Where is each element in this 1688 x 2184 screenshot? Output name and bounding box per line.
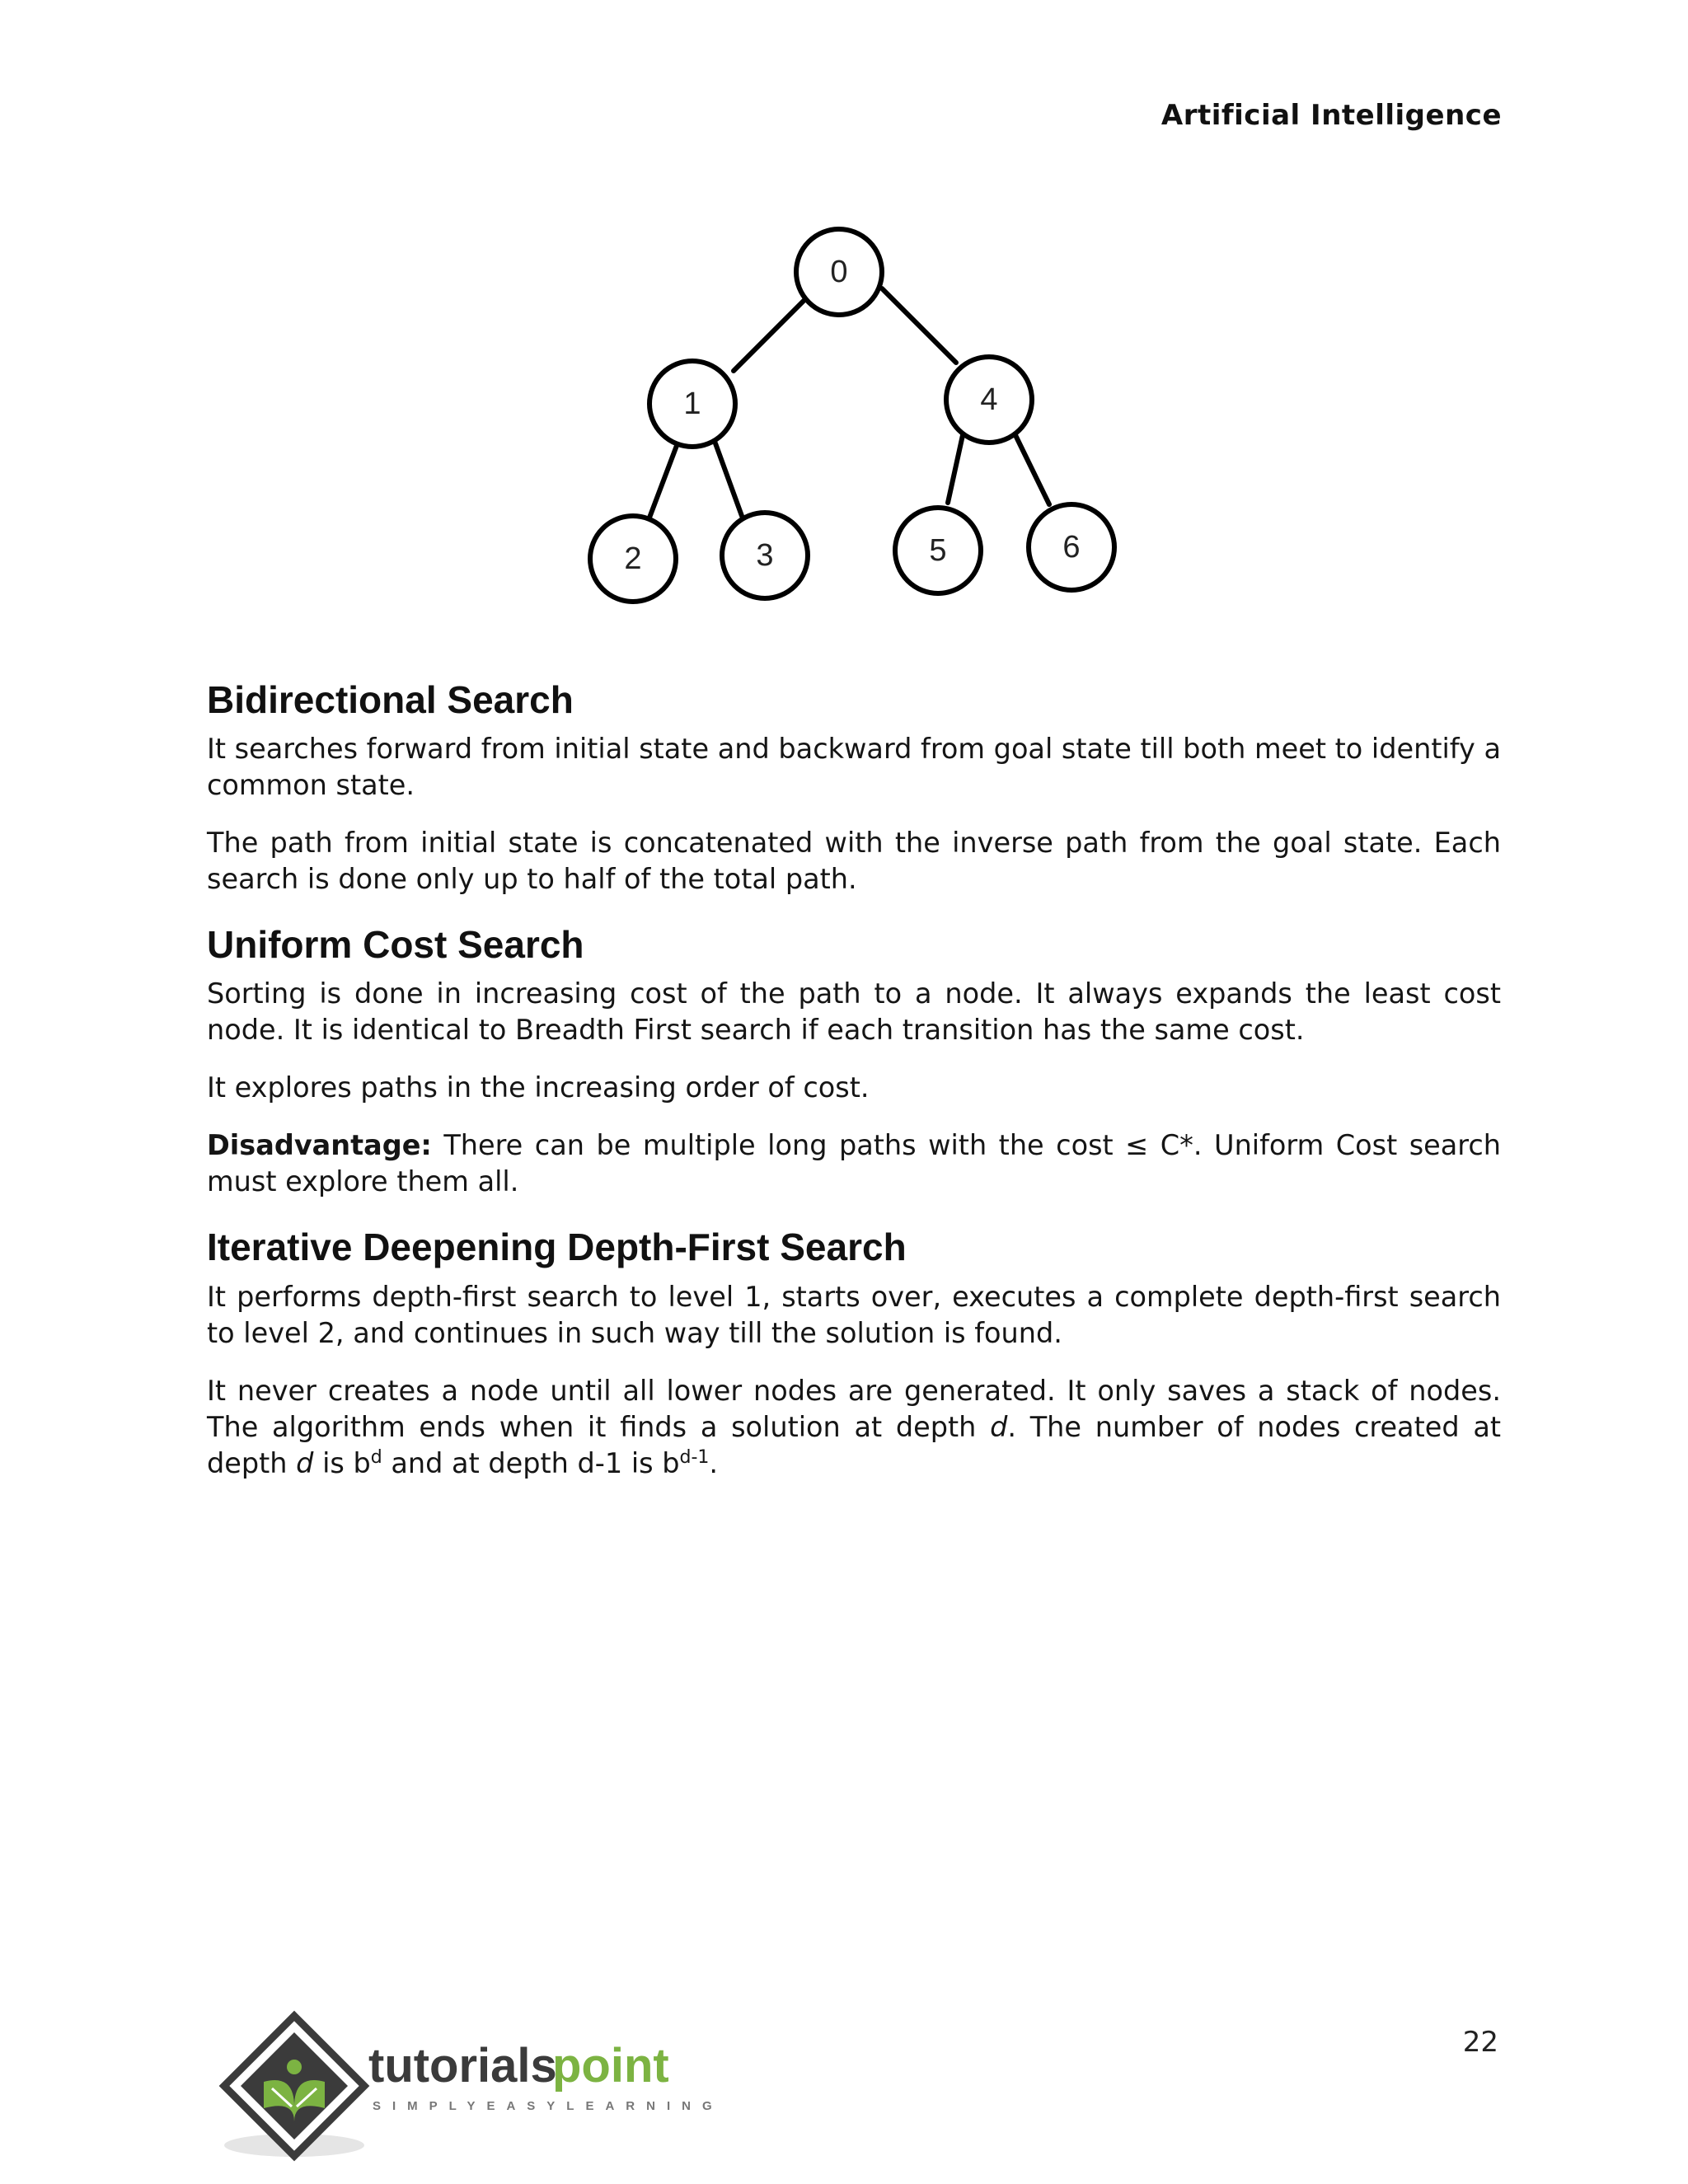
tutorialspoint-logo xyxy=(216,2009,743,2166)
running-header: Artificial Intelligence xyxy=(1160,99,1502,132)
paragraph: It searches forward from initial state and backward from goal state till both meet to identify a common state. xyxy=(207,733,1501,802)
text-run: . xyxy=(709,1446,719,1479)
edge-0-4 xyxy=(882,288,956,363)
text-run: . The number of nodes created at depth xyxy=(207,1410,1501,1479)
disadvantage-text: There can be multiple long paths with the cost ≤ C*. Uniform Cost search must explore them all. xyxy=(207,1129,1501,1198)
superscript: d-1 xyxy=(679,1446,710,1468)
edge-4-6 xyxy=(1015,435,1049,504)
tree-node-label: 5 xyxy=(929,533,947,568)
text-run: is b xyxy=(313,1446,371,1479)
edge-1-3 xyxy=(715,443,742,516)
logo-wordmark-point: point xyxy=(552,2039,669,2093)
section-heading: Iterative Deepening Depth-First Search xyxy=(207,1226,907,1269)
tree-node-1 xyxy=(649,361,735,447)
tree-node-label: 3 xyxy=(756,538,774,573)
paragraph-depth xyxy=(207,1373,1501,1482)
logo-tagline: SIMPLYEASYLEARNING xyxy=(373,2099,724,2113)
edge-1-2 xyxy=(649,443,678,518)
text-run: and at depth d-1 is b xyxy=(382,1446,680,1479)
page-number: 22 xyxy=(1462,2026,1498,2059)
tree-diagram-svg xyxy=(577,214,1129,610)
tree-diagram xyxy=(577,214,1129,610)
italic-d: d xyxy=(296,1446,314,1479)
edge-0-1 xyxy=(734,298,806,371)
tree-node-3 xyxy=(722,513,808,598)
logo-svg xyxy=(216,2009,743,2166)
paragraph: It performs depth-first search to level 1, starts over, executes a complete depth-first search to level 2, and continues in such way till the solution is found. xyxy=(207,1280,1501,1349)
tree-node-5 xyxy=(895,508,981,593)
paragraph: Sorting is done in increasing cost of the path to a node. It always expands the least cost node. It is identical to Breadth First search if each transition has the same cost. xyxy=(207,977,1501,1047)
section-heading: Bidirectional Search xyxy=(207,678,574,721)
section-bidirectional-search xyxy=(207,677,1501,898)
tree-node-6 xyxy=(1029,504,1114,590)
paragraph: It explores paths in the increasing order of cost. xyxy=(207,1071,870,1104)
superscript: d xyxy=(370,1446,382,1468)
paragraph: The path from initial state is concatenated with the inverse path from the goal state. Each search is done only up to half of the total path. xyxy=(207,827,1501,896)
page-footer xyxy=(0,2003,1688,2184)
text-run: It never creates a node until all lower nodes are generated. It only saves a stack of nodes. The algorithm ends when it finds a solution at depth xyxy=(207,1374,1501,1443)
edge-4-5 xyxy=(948,435,963,503)
tree-node-label: 1 xyxy=(683,387,701,421)
tree-node-label: 6 xyxy=(1062,530,1081,565)
tree-node-label: 2 xyxy=(624,541,642,576)
tree-node-label: 0 xyxy=(830,255,848,289)
section-iterative-deepening xyxy=(207,1225,1501,1481)
tree-node-4 xyxy=(946,357,1032,443)
paragraph-disadvantage xyxy=(207,1127,1501,1200)
tree-node-label: 4 xyxy=(980,382,998,417)
section-uniform-cost-search xyxy=(207,922,1501,1200)
section-heading: Uniform Cost Search xyxy=(207,923,584,967)
logo-wordmark-tutorials: tutorials xyxy=(368,2039,557,2093)
italic-d: d xyxy=(990,1410,1008,1443)
disadvantage-label: Disadvantage: xyxy=(207,1129,432,1162)
page-content xyxy=(207,677,1501,1507)
tree-node-2 xyxy=(590,516,676,602)
tree-node-0 xyxy=(796,229,882,315)
